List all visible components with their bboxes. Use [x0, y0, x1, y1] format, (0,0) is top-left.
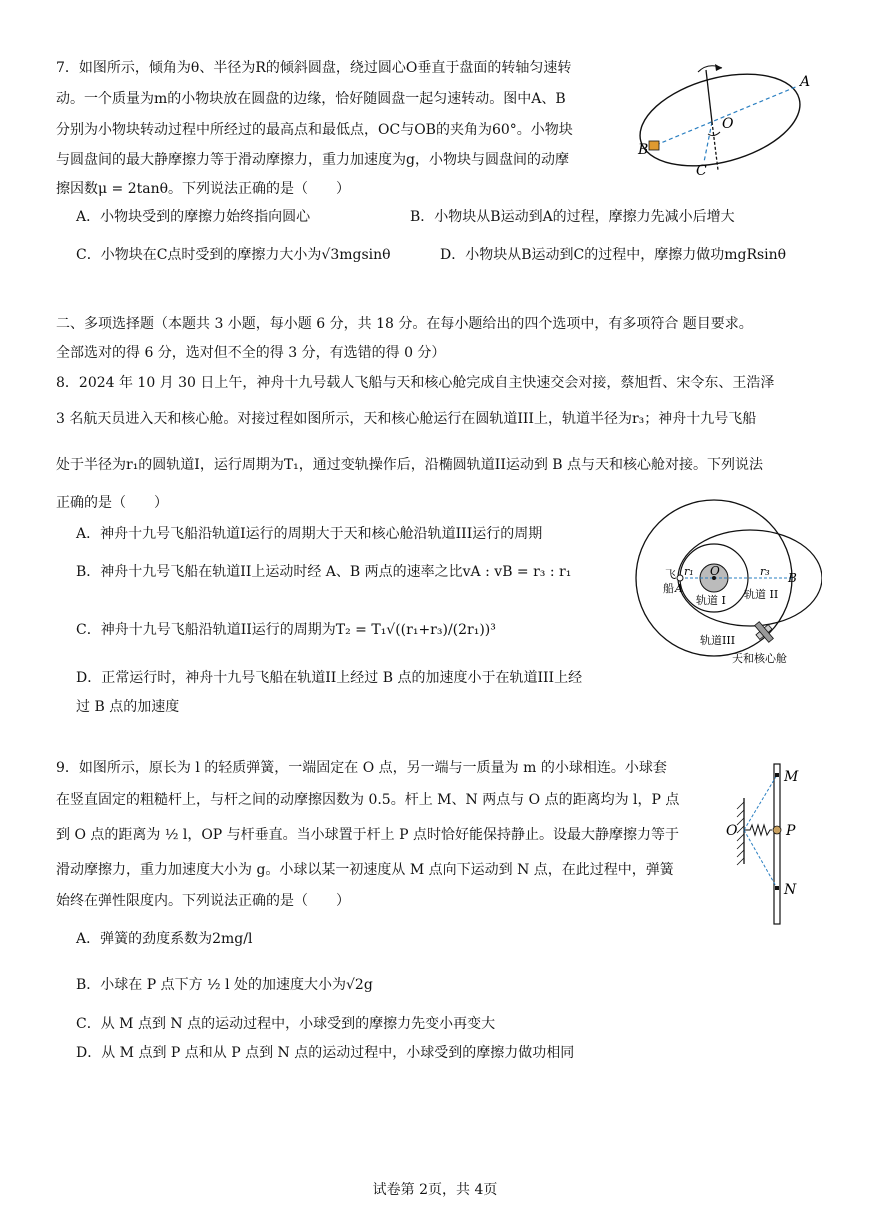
space-station-icon — [751, 618, 777, 645]
q9-option-a: A．弹簧的劲度系数为2mg/l — [76, 931, 253, 947]
q7-line3: 分别为小物块转动过程中所经过的最高点和最低点，OC与OB的夹角为60°。小物块 — [56, 122, 573, 138]
q8-label-r3: r₃ — [760, 565, 770, 578]
q8-line1: 8．2024 年 10 月 30 日上午，神舟十九号载人飞船与天和核心舱完成自主快速交会对接，蔡旭哲、宋令东、王浩泽 — [56, 375, 775, 391]
q7-label-c: C — [696, 163, 707, 179]
q8-label-orbit2: 轨道 II — [744, 588, 779, 601]
q8-label-station: 天和核心舱 — [732, 652, 787, 665]
q7-option-d: D．小物块从B运动到C的过程中，摩擦力做功mgRsinθ — [440, 247, 787, 263]
q8-option-a: A．神舟十九号飞船沿轨道I运行的周期大于天和核心舱沿轨道III运行的周期 — [76, 526, 543, 542]
q9-label-p: P — [786, 823, 796, 839]
q7-label-o: O — [722, 116, 734, 132]
q9-line5: 始终在弹性限度内。下列说法正确的是（ ） — [56, 893, 350, 909]
q7-label-b: B — [638, 142, 649, 158]
q7-option-a: A．小物块受到的摩擦力始终指向圆心 — [76, 209, 311, 225]
q9-label-o: O — [726, 823, 738, 839]
q7-line4: 与圆盘间的最大静摩擦力等于滑动摩擦力，重力加速度为g，小物块与圆盘间的动摩 — [56, 152, 569, 168]
block-icon — [649, 141, 659, 150]
q7-tilted-disk-figure — [630, 52, 830, 182]
q9-line2: 在竖直固定的粗糙杆上，与杆之间的动摩擦因数为 0.5。杆上 M、N 两点与 O 点的距离均为 l，P 点 — [56, 792, 680, 808]
q8-label-orbit3: 轨道III — [700, 634, 736, 647]
q8-label-a: A — [675, 582, 683, 595]
q9-option-d: D．从 M 点到 P 点和从 P 点到 N 点的运动过程中，小球受到的摩擦力做功相同 — [76, 1045, 575, 1061]
q7-line1: 7．如图所示，倾角为θ、半径为R的倾斜圆盘，绕过圆心O垂直于盘面的转轴匀速转 — [56, 60, 572, 76]
q8-line2: 3 名航天员进入天和核心舱。对接过程如图所示，天和核心舱运行在圆轨道III上，轨道半径为r₃；神舟十九号飞船 — [56, 411, 757, 427]
q8-label-ship1: 飞 — [665, 568, 676, 581]
q7-option-c: C．小物块在C点时受到的摩擦力大小为√3mgsinθ — [76, 247, 391, 263]
q9-spring-rod-figure — [720, 760, 810, 930]
q9-option-b: B．小球在 P 点下方 ½ l 处的加速度大小为√2g — [76, 977, 373, 993]
q7-label-a: A — [800, 74, 811, 90]
q9-label-m: M — [784, 769, 799, 785]
q8-option-d-line2: 过 B 点的加速度 — [76, 699, 180, 715]
section2-line2: 全部选对的得 6 分，选对但不全的得 3 分，有选错的得 0 分） — [56, 345, 446, 361]
q9-option-c: C．从 M 点到 N 点的运动过程中，小球受到的摩擦力先变小再变大 — [76, 1016, 496, 1032]
q9-line1: 9．如图所示，原长为 l 的轻质弹簧，一端固定在 O 点，另一端与一质量为 m 的小球相连。小球套 — [56, 760, 667, 776]
q8-label-b: B — [788, 571, 797, 585]
q8-label-r1: r₁ — [684, 565, 694, 578]
q8-option-c: C．神舟十九号飞船沿轨道II运行的周期为T₂ = T₁√((r₁+r₃)/(2r₁))³ — [76, 622, 496, 638]
ball-icon — [773, 826, 781, 834]
q8-option-b: B．神舟十九号飞船在轨道II上运动时经 A、B 两点的速率之比vA : vB = r₃ : r₁ — [76, 564, 572, 580]
q8-orbit-figure — [632, 496, 822, 676]
q9-line3: 到 O 点的距离为 ½ l，OP 与杆垂直。当小球置于杆上 P 点时恰好能保持静止。设最大静摩擦力等于 — [56, 827, 679, 843]
q8-line3: 处于半径为r₁的圆轨道I，运行周期为T₁，通过变轨操作后，沿椭圆轨道II运动到 B 点与天和核心舱对接。下列说法 — [56, 457, 764, 473]
q9-line4: 滑动摩擦力，重力加速度大小为 g。小球以某一初速度从 M 点向下运动到 N 点，在此过程中，弹簧 — [56, 862, 674, 878]
q8-label-o: O — [710, 564, 720, 578]
q8-label-orbit1: 轨道 I — [696, 594, 726, 607]
q7-line5: 擦因数μ = 2tanθ。下列说法正确的是（ ） — [56, 181, 351, 197]
page-footer: 试卷第 2页，共 4页 — [372, 1182, 498, 1198]
q9-label-n: N — [784, 882, 797, 898]
q8-line4: 正确的是（ ） — [56, 495, 168, 511]
q7-option-b: B．小物块从B运动到A的过程，摩擦力先减小后增大 — [410, 209, 735, 225]
section2-line1: 二、多项选择题（本题共 3 小题，每小题 6 分，共 18 分。在每小题给出的四个选项中，有多项符合 题目要求。 — [56, 316, 753, 332]
q8-option-d-line1: D．正常运行时，神舟十九号飞船在轨道II上经过 B 点的加速度小于在轨道III上经 — [76, 670, 583, 686]
q7-line2: 动。一个质量为m的小物块放在圆盘的边缘，恰好随圆盘一起匀速转动。图中A、B — [56, 91, 566, 107]
q8-label-ship2: 船 — [663, 582, 674, 595]
